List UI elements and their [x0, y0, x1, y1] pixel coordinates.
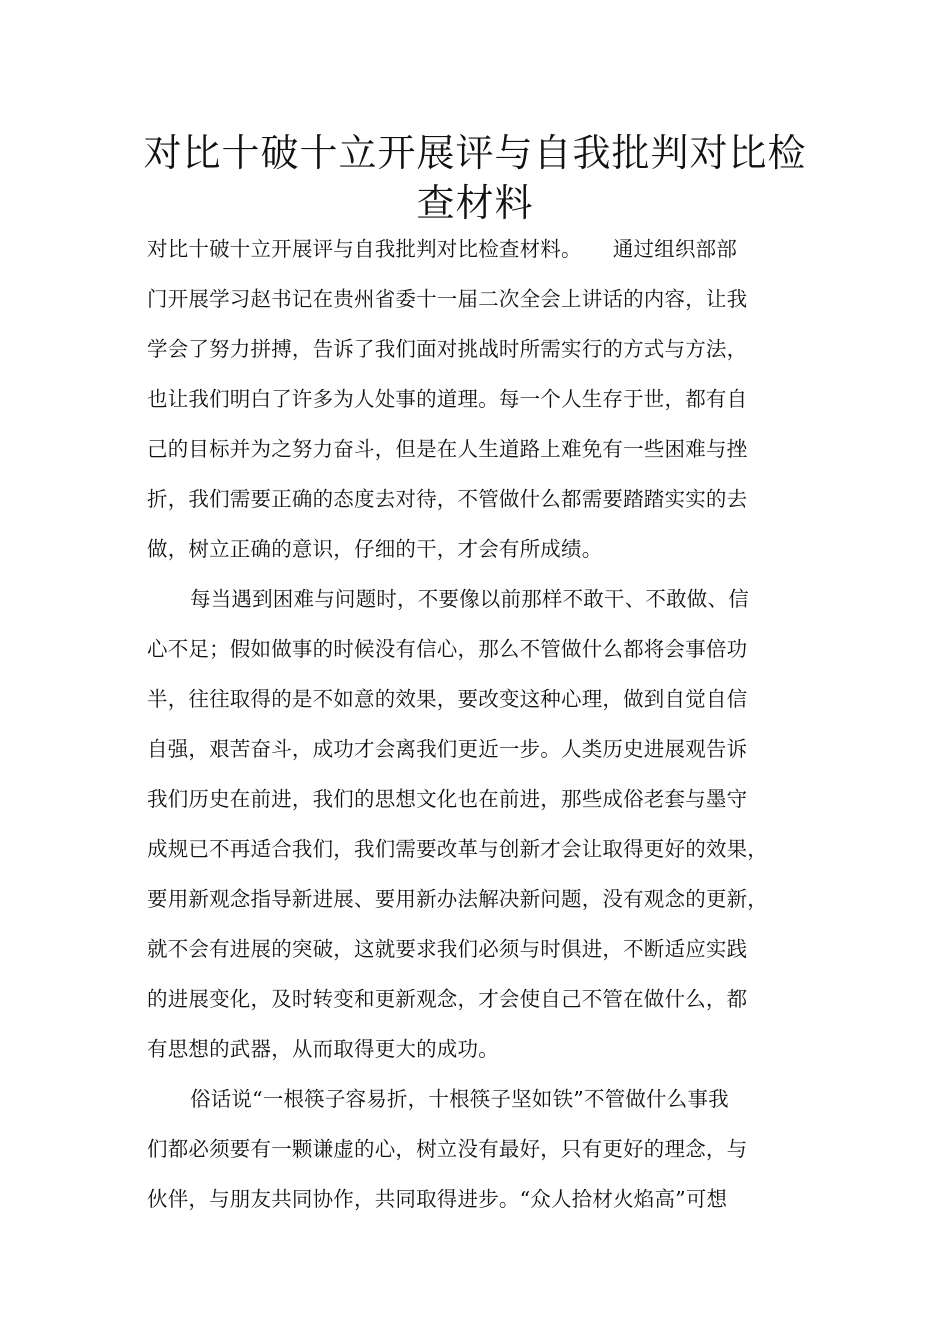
body-line-20: 伙伴，与朋友共同协作，共同取得进步。“众人拾材火焰高”可想: [147, 1187, 728, 1211]
body-line-4: 也让我们明白了许多为人处事的道理。每一个人生存于世，都有自: [147, 387, 748, 411]
body-line-14: 要用新观念指导新进展、要用新办法解决新问题，没有观念的更新，: [147, 887, 768, 911]
body-line-16: 的进展变化，及时转变和更新观念，才会使自己不管在做什么，都: [147, 987, 748, 1011]
body-line-1: 对比十破十立开展评与自我批判对比检查材料。 通过组织部部: [147, 237, 738, 261]
body-line-11: 自强，艰苦奋斗，成功才会离我们更近一步。人类历史进展观告诉: [147, 737, 748, 761]
body-line-13: 成规已不再适合我们，我们需要改革与创新才会让取得更好的效果，: [147, 837, 768, 861]
title-line-1: 对比十破十立开展评与自我批判对比检: [143, 131, 807, 175]
body-line-15: 就不会有进展的突破，这就要求我们必须与时俱进，不断适应实践: [147, 937, 748, 961]
body-line-17: 有思想的武器，从而取得更大的成功。: [147, 1037, 499, 1061]
body-line-6: 折，我们需要正确的态度去对待，不管做什么都需要踏踏实实的去: [147, 487, 748, 511]
body-line-8: 每当遇到困难与问题时，不要像以前那样不敢干、不敢做、信: [190, 587, 749, 611]
body-line-2: 门开展学习赵书记在贵州省委十一届二次全会上讲话的内容，让我: [147, 287, 748, 311]
title-line-2: 查材料: [416, 181, 534, 225]
body-line-19: 们都必须要有一颗谦虚的心，树立没有最好，只有更好的理念，与: [147, 1137, 748, 1161]
body-line-3: 学会了努力拼搏，告诉了我们面对挑战时所需实行的方式与方法，: [147, 337, 748, 361]
body-line-5: 己的目标并为之努力奋斗，但是在人生道路上难免有一些困难与挫: [147, 437, 748, 461]
document-title: [120, 128, 830, 228]
body-line-7: 做，树立正确的意识，仔细的干，才会有所成绩。: [147, 537, 603, 561]
body-line-10: 半，往往取得的是不如意的效果，要改变这种心理，做到自觉自信: [147, 687, 748, 711]
body-line-18: 俗话说“一根筷子容易折，十根筷子坚如铁”不管做什么事我: [190, 1087, 729, 1111]
body-line-9: 心不足；假如做事的时候没有信心，那么不管做什么都将会事倍功: [147, 637, 748, 661]
body-line-12: 我们历史在前进，我们的思想文化也在前进，那些成俗老套与墨守: [147, 787, 748, 811]
